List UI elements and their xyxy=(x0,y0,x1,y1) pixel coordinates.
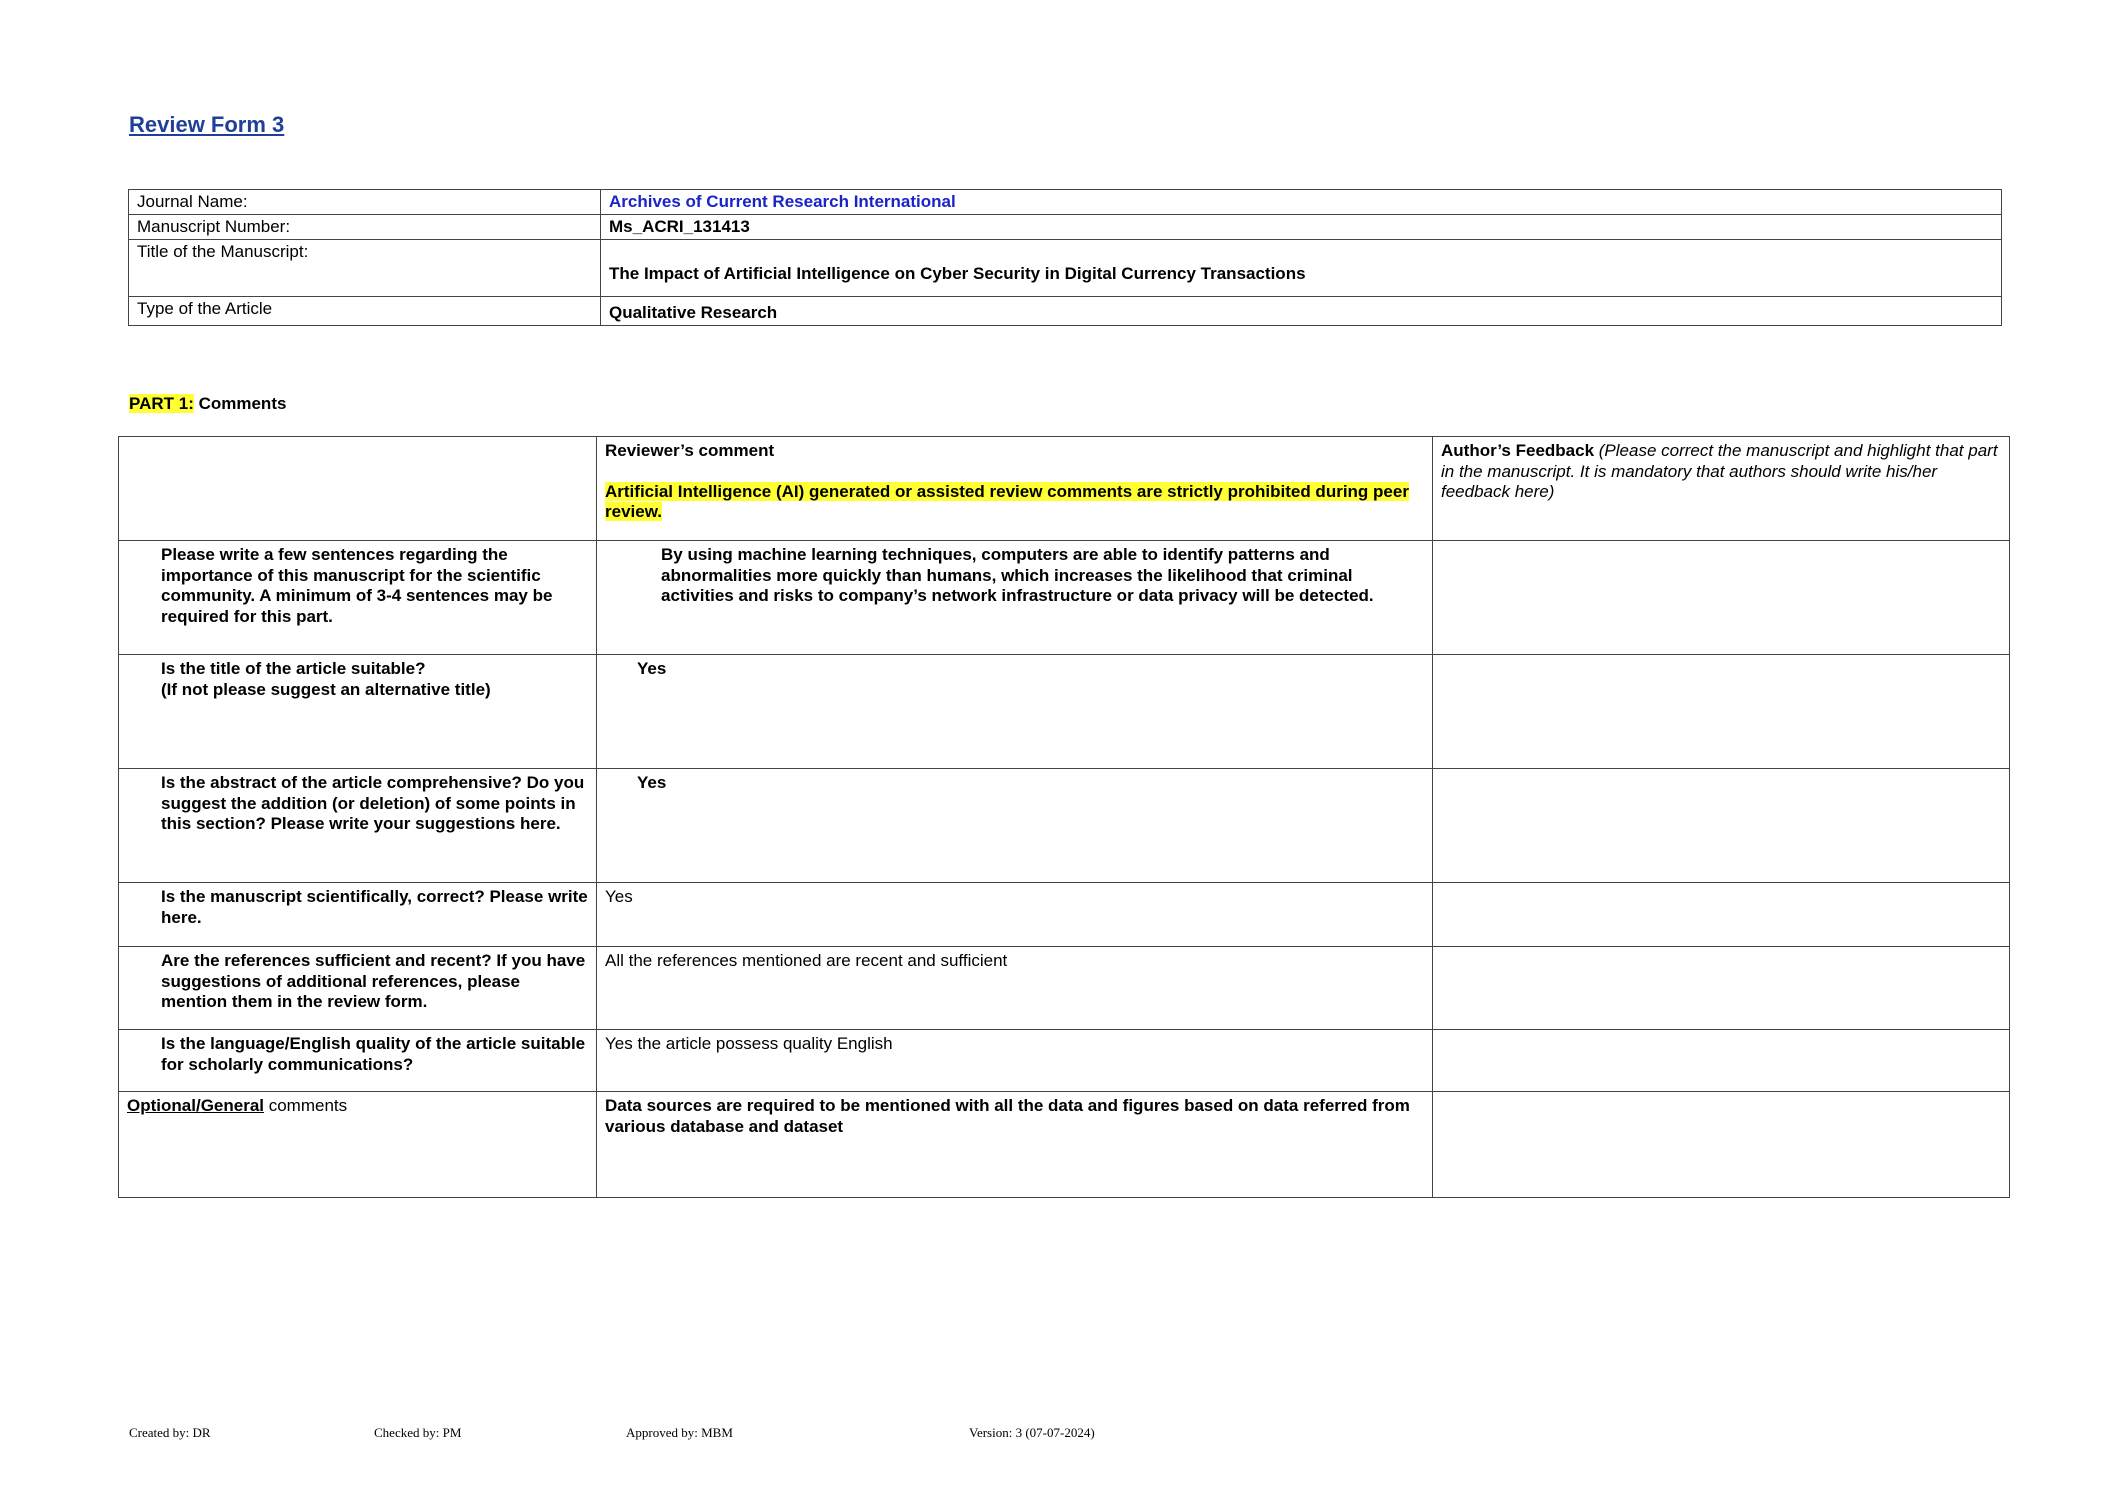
comments-table xyxy=(118,436,2010,1198)
optional-label: Optional xyxy=(127,1096,196,1115)
manuscript-title-label: Title of the Manuscript: xyxy=(129,240,601,297)
question-importance: Please write a few sentences regarding the importance of this manuscript for the scientific community. A minimum of 3-4 sentences may be required for this part. xyxy=(119,541,597,655)
answer-references: All the references mentioned are recent and sufficient xyxy=(597,947,1433,1030)
manuscript-number-label: Manuscript Number: xyxy=(129,215,601,240)
answer-abstract: Yes xyxy=(597,769,1433,883)
journal-label: Journal Name: xyxy=(129,190,601,215)
article-type-label: Type of the Article xyxy=(129,297,601,326)
comments-label: comments xyxy=(264,1096,348,1115)
part-title-text: Comments xyxy=(193,394,287,413)
question-title-line2: (If not please suggest an alternative title) xyxy=(161,679,491,699)
question-title-line1: Is the title of the article suitable? xyxy=(161,659,426,678)
manuscript-number-row xyxy=(129,215,2002,240)
general-comments-row xyxy=(119,1092,2010,1198)
table-row xyxy=(119,883,2010,947)
ai-warning: Artificial Intelligence (AI) generated or assisted review comments are strictly prohibited during peer review. xyxy=(605,481,1409,521)
footer-approved: Approved by: MBM xyxy=(626,1425,733,1440)
article-type-row xyxy=(129,297,2002,326)
form-title: Review Form 3 xyxy=(129,112,285,137)
feedback-cell[interactable] xyxy=(1433,883,2010,947)
feedback-cell[interactable] xyxy=(1433,655,2010,769)
author-feedback-title: Author’s Feedback xyxy=(1441,441,1595,460)
manuscript-title-row xyxy=(129,240,2002,297)
answer-language: Yes the article possess quality English xyxy=(597,1030,1433,1092)
footer-checked: Checked by: PM xyxy=(374,1425,462,1440)
answer-importance: By using machine learning techniques, computers are able to identify patterns and abnormalities more quickly than humans, which increases the likelihood that criminal activities and risks to company’s network infrastructure or data privacy will be detected. xyxy=(597,541,1433,655)
footer-version: Version: 3 (07-07-2024) xyxy=(969,1425,1095,1440)
feedback-cell[interactable] xyxy=(1433,541,2010,655)
table-row xyxy=(119,947,2010,1030)
feedback-cell[interactable] xyxy=(1433,769,2010,883)
feedback-cell[interactable] xyxy=(1433,947,2010,1030)
label-separator: / xyxy=(195,1096,201,1115)
answer-scientific: Yes xyxy=(597,883,1433,947)
general-comments-label xyxy=(119,1092,597,1198)
table-row xyxy=(119,769,2010,883)
general-label: General xyxy=(200,1096,264,1115)
reviewer-header-cell xyxy=(597,437,1433,541)
journal-row xyxy=(129,190,2002,215)
header-empty-cell xyxy=(119,437,597,541)
manuscript-info-table xyxy=(128,189,2002,326)
article-type-value: Qualitative Research xyxy=(601,297,2002,326)
question-title-suitable xyxy=(119,655,597,769)
header-row xyxy=(119,437,2010,541)
answer-title-suitable: Yes xyxy=(597,655,1433,769)
table-row xyxy=(119,541,2010,655)
table-row xyxy=(119,655,2010,769)
feedback-cell[interactable] xyxy=(1433,1092,2010,1198)
journal-value: Archives of Current Research International xyxy=(601,190,2002,215)
reviewer-comment-title: Reviewer’s comment xyxy=(605,441,775,460)
author-feedback-note: (Please correct the manuscript and highlight that part in the manuscript. It is mandatory that authors should write his/her feedback here) xyxy=(1441,441,1998,501)
manuscript-title-value: The Impact of Artificial Intelligence on Cyber Security in Digital Currency Transactions xyxy=(601,240,2002,297)
question-references: Are the references sufficient and recent? If you have suggestions of additional references, please mention them in the review form. xyxy=(119,947,597,1030)
footer-created: Created by: DR xyxy=(129,1425,211,1440)
table-row xyxy=(119,1030,2010,1092)
general-comments-answer: Data sources are required to be mentioned with all the data and figures based on data referred from various database and dataset xyxy=(597,1092,1433,1198)
question-scientific: Is the manuscript scientifically, correct? Please write here. xyxy=(119,883,597,947)
part-label: PART 1: xyxy=(129,394,194,413)
manuscript-number-value: Ms_ACRI_131413 xyxy=(601,215,2002,240)
question-abstract: Is the abstract of the article comprehensive? Do you suggest the addition (or deletion) of some points in this section? Please write your suggestions here. xyxy=(119,769,597,883)
author-header-cell xyxy=(1433,437,2010,541)
question-language: Is the language/English quality of the article suitable for scholarly communications? xyxy=(119,1030,597,1092)
part-heading xyxy=(129,394,286,414)
feedback-cell[interactable] xyxy=(1433,1030,2010,1092)
